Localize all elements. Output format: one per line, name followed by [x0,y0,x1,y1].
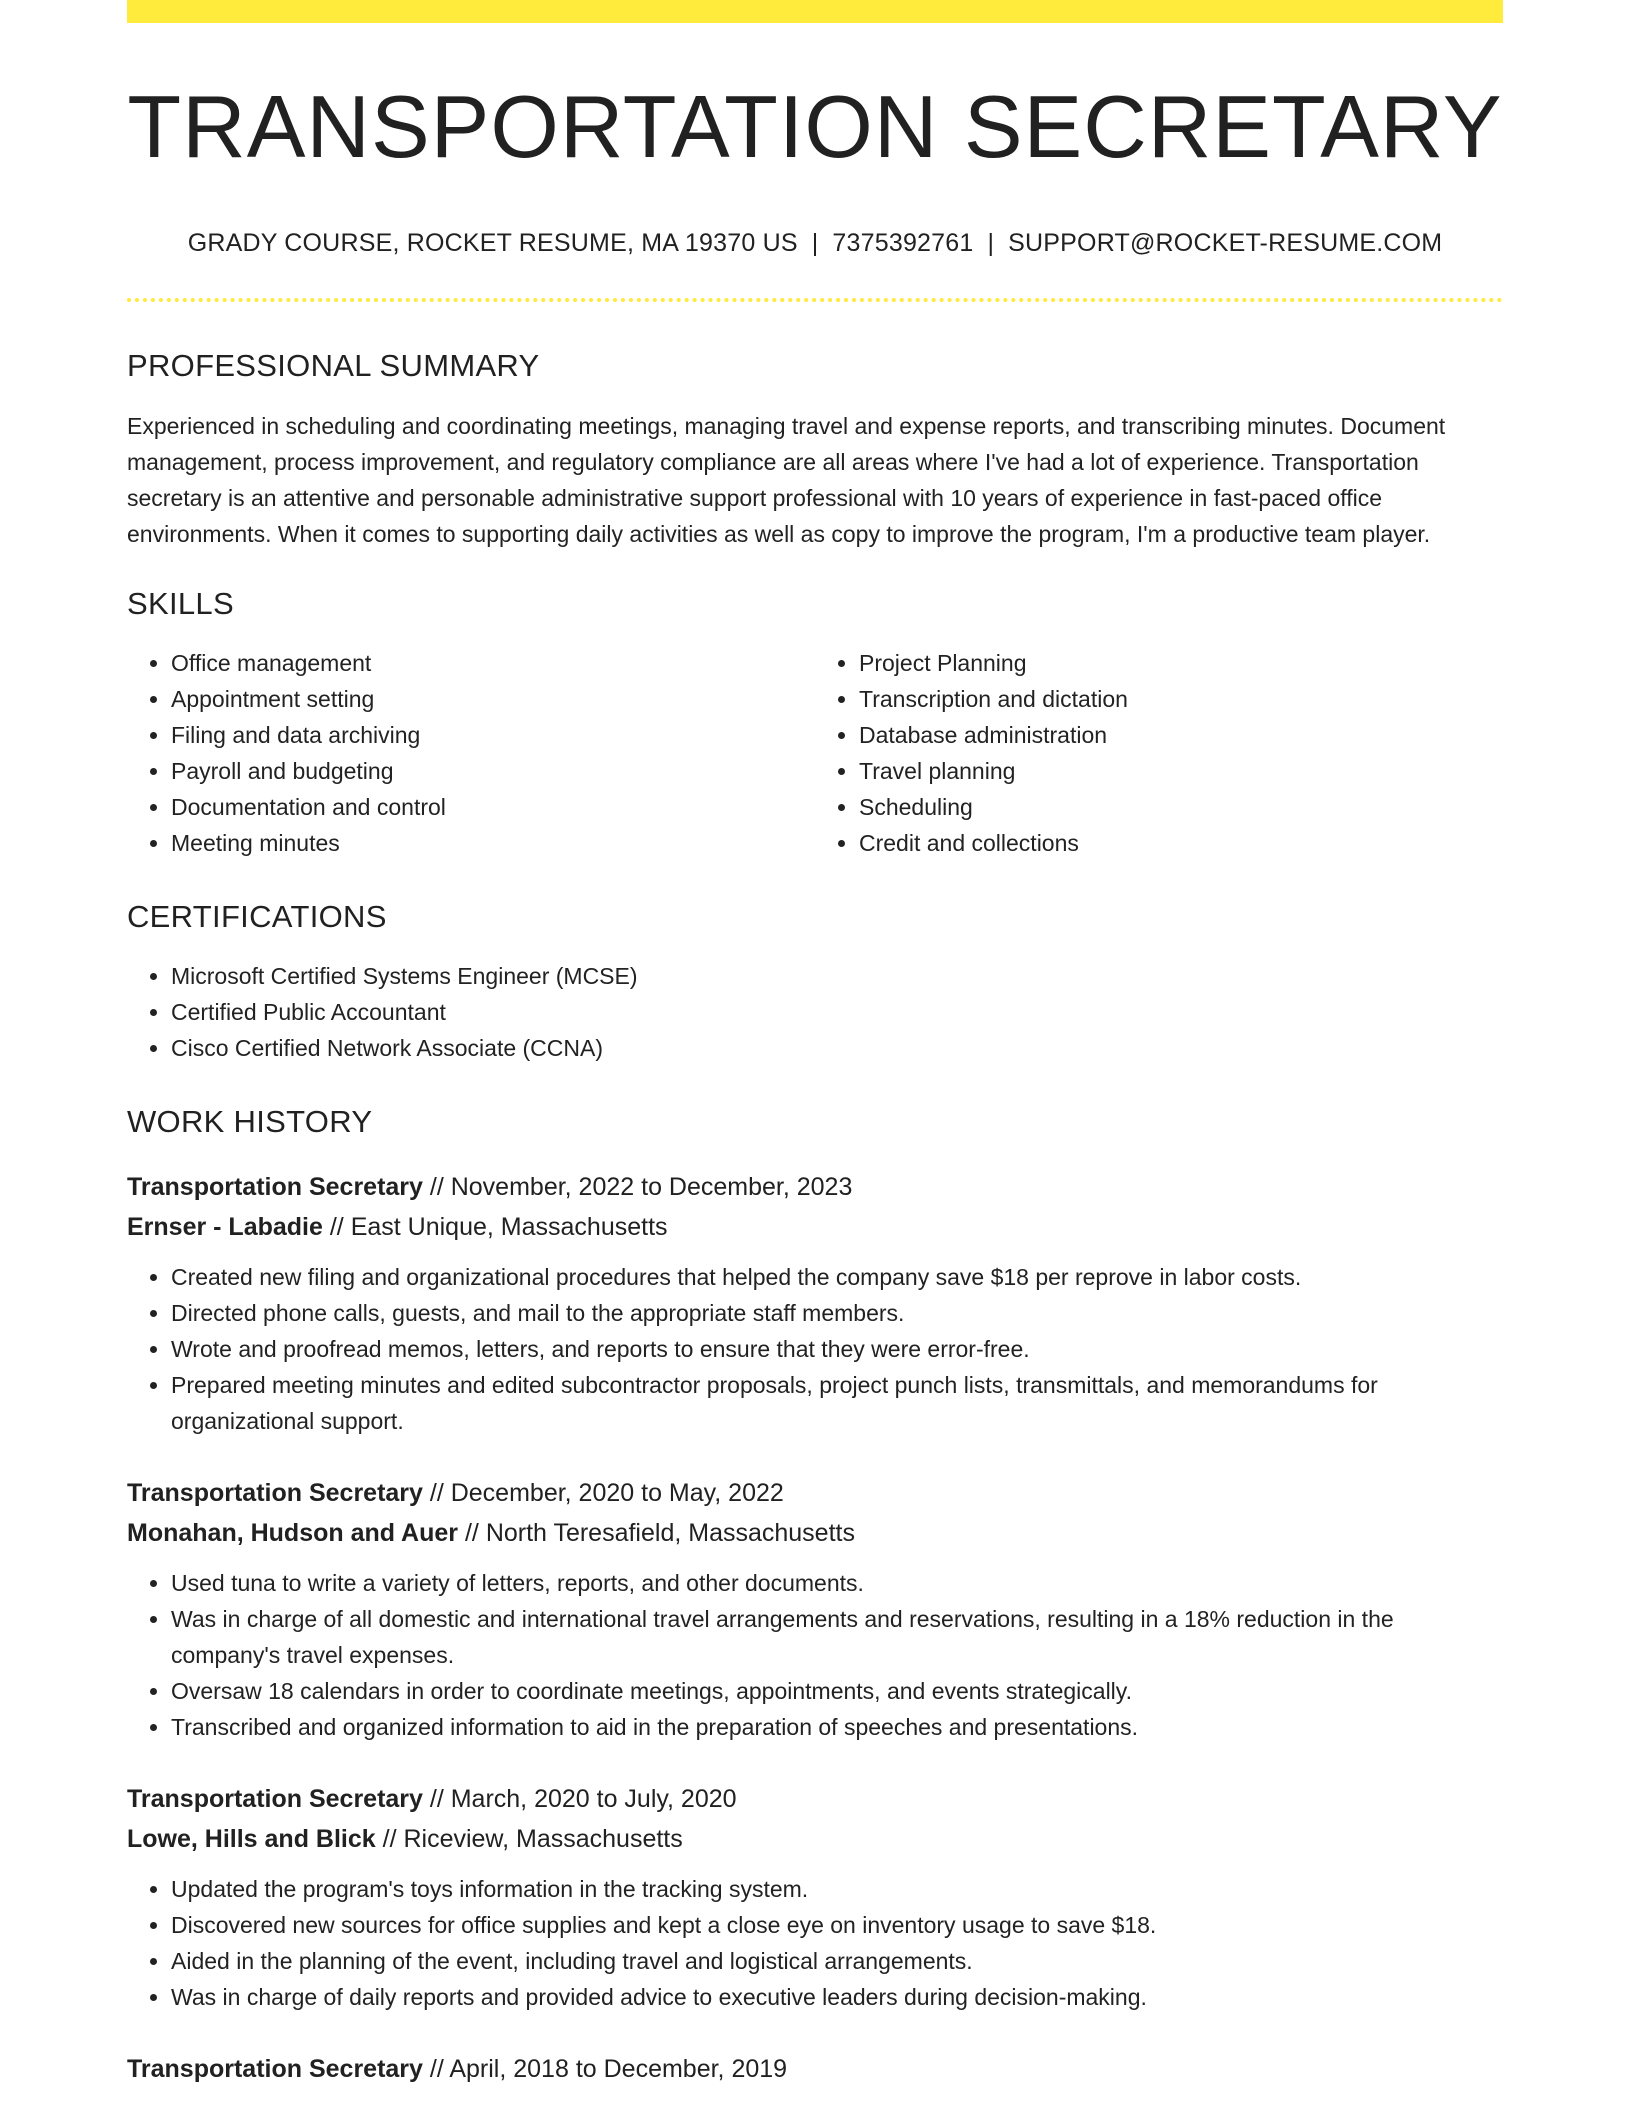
job-duty: • Wrote and proofread memos, letters, and reports to ensure that they were error-free. [171,1331,1503,1367]
job-duty: • Created new filing and organizational procedures that helped the company save $18 per reprove in labor costs. [171,1259,1503,1295]
job-location: // North Teresafield, Massachusetts [464,1519,855,1547]
certification-item: • Certified Public Accountant [171,994,1503,1030]
job-dates: // December, 2020 to May, 2022 [429,1479,784,1507]
job-dates: // March, 2020 to July, 2020 [429,1785,737,1813]
skill-item: • Transcription and dictation [859,681,1503,717]
skills-column-right [815,645,1503,861]
job-duty: • Transcribed and organized information to aid in the preparation of speeches and presentations. [171,1709,1503,1745]
job-entry [127,1779,1503,2015]
skills-heading: SKILLS [127,586,234,621]
skill-item: • Scheduling [859,789,1503,825]
job-duty: • Prepared meeting minutes and edited subcontractor proposals, project punch lists, transmittals, and memorandums for organizational support. [171,1367,1503,1439]
job-duty: • Was in charge of all domestic and international travel arrangements and reservations, resulting in a 18% reduction in the company's travel expenses. [171,1601,1503,1673]
skill-item: • Filing and data archiving [171,717,815,753]
contact-phone: 7375392761 [832,229,974,257]
job-entry [127,2049,1503,2089]
skill-item: • Credit and collections [859,825,1503,861]
certification-item: • Cisco Certified Network Associate (CCNA) [171,1030,1503,1066]
contact-email: SUPPORT@ROCKET-RESUME.COM [1008,229,1443,257]
job-title-line [127,1473,1503,1513]
job-title-line [127,1167,1503,1207]
job-company: Lowe, Hills and Blick [127,1825,376,1853]
job-title: Transportation Secretary [127,1785,423,1813]
job-duty: • Used tuna to write a variety of letters, reports, and other documents. [171,1565,1503,1601]
job-duties-list [127,1871,1503,2015]
job-title: Transportation Secretary [127,2055,423,2083]
job-duties-list [127,1565,1503,1745]
skill-item: • Payroll and budgeting [171,753,815,789]
certifications-heading: CERTIFICATIONS [127,899,387,934]
contact-separator: | [987,229,995,257]
job-company-line [127,1819,1503,1859]
skills-column-left [127,645,815,861]
job-location: // Riceview, Massachusetts [382,1825,683,1853]
accent-bar [127,0,1503,23]
certifications-list [127,958,1503,1066]
work-history-heading: WORK HISTORY [127,1104,373,1139]
job-company: Ernser - Labadie [127,1213,323,1241]
job-dates: // April, 2018 to December, 2019 [429,2055,788,2083]
skill-item: • Database administration [859,717,1503,753]
certification-item: • Microsoft Certified Systems Engineer (MCSE) [171,958,1503,994]
skill-item: • Documentation and control [171,789,815,825]
job-title: Transportation Secretary [127,1479,423,1507]
skill-item: • Project Planning [859,645,1503,681]
job-company-line [127,1513,1503,1553]
job-title-line [127,2049,1503,2089]
contact-line [127,229,1503,258]
job-duties-list [127,1259,1503,1439]
job-entry [127,1473,1503,1745]
job-duty: • Directed phone calls, guests, and mail to the appropriate staff members. [171,1295,1503,1331]
skill-item: • Appointment setting [171,681,815,717]
skills-list [127,645,1503,861]
job-duty: • Updated the program's toys information in the tracking system. [171,1871,1503,1907]
summary-text: Experienced in scheduling and coordinating meetings, managing travel and expense reports, and transcribing minutes. Document management, process improvement, and regulatory compliance are all areas where I've had a lot of experience. Transportation secretary is an attentive and personable administrative support professional with 10 years of experience in fast-paced office environments. When it comes to supporting daily activities as well as copy to improve the program, I'm a productive team player. [127,413,1446,547]
resume-title: TRANSPORTATION SECRETARY [127,77,1503,176]
skill-item: • Meeting minutes [171,825,815,861]
job-duty: • Discovered new sources for office supplies and kept a close eye on inventory usage to save $18. [171,1907,1503,1943]
job-dates: // November, 2022 to December, 2023 [429,1173,853,1201]
skill-item: • Office management [171,645,815,681]
skill-item: • Travel planning [859,753,1503,789]
contact-address: GRADY COURSE, ROCKET RESUME, MA 19370 US [187,229,798,257]
contact-separator: | [811,229,819,257]
job-title: Transportation Secretary [127,1173,423,1201]
job-title-line [127,1779,1503,1819]
header-divider [127,298,1503,302]
job-duty: • Oversaw 18 calendars in order to coordinate meetings, appointments, and events strategically. [171,1673,1503,1709]
resume-page [127,0,1503,2089]
job-entry [127,1167,1503,1439]
job-duty: • Aided in the planning of the event, including travel and logistical arrangements. [171,1943,1503,1979]
job-company: Monahan, Hudson and Auer [127,1519,459,1547]
job-company-line [127,1207,1503,1247]
summary-heading: PROFESSIONAL SUMMARY [127,348,540,383]
job-location: // East Unique, Massachusetts [329,1213,668,1241]
job-duty: • Was in charge of daily reports and provided advice to executive leaders during decision-making. [171,1979,1503,2015]
